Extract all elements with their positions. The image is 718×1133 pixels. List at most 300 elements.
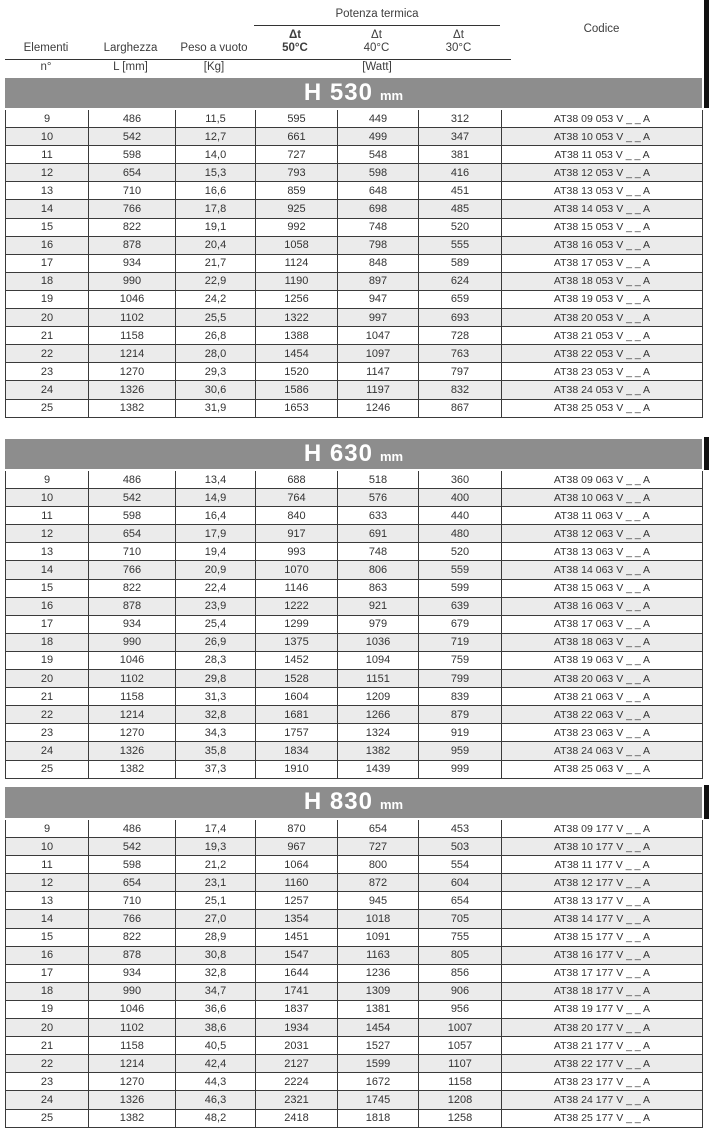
cell-elementi: 25 xyxy=(40,1112,54,1125)
table-row xyxy=(6,164,702,182)
section-band-h830 xyxy=(5,787,702,818)
cell-watt-40: 1236 xyxy=(337,965,418,982)
cell-codice: AT38 19 177 V _ _ A xyxy=(501,1001,702,1018)
cell-watt-50: 793 xyxy=(255,164,337,181)
cell-watt-50: 1834 xyxy=(255,742,337,759)
cell-peso: 31,9 xyxy=(175,400,255,417)
cell-watt-30: 799 xyxy=(418,670,501,687)
cell-larghezza: 1046 xyxy=(88,291,175,308)
cell-peso: 25,5 xyxy=(175,309,255,326)
table-header xyxy=(5,0,703,79)
cell-watt-50: 1451 xyxy=(255,929,337,946)
table-row xyxy=(6,580,702,598)
cell-watt-30: 959 xyxy=(418,742,501,759)
cell-larghezza: 1046 xyxy=(88,1001,175,1018)
cell-elementi: 9 xyxy=(43,112,51,125)
cell-codice: AT38 16 053 V _ _ A xyxy=(501,237,702,254)
cell-codice: AT38 11 053 V _ _ A xyxy=(501,146,702,163)
cell-elementi: 13 xyxy=(40,184,54,197)
header-dt-50 xyxy=(254,26,336,59)
cell-watt-50: 1388 xyxy=(255,327,337,344)
cell-elementi: 15 xyxy=(40,582,54,595)
cell-peso: 15,3 xyxy=(175,164,255,181)
cell-watt-40: 1382 xyxy=(337,742,418,759)
cell-watt-50: 2224 xyxy=(255,1073,337,1090)
cell-watt-30: 956 xyxy=(418,1001,501,1018)
cell-larghezza: 1326 xyxy=(88,381,175,398)
cell-elementi: 17 xyxy=(40,618,54,631)
cell-elementi: 10 xyxy=(40,130,54,143)
cell-watt-40: 1324 xyxy=(337,724,418,741)
cell-watt-30: 440 xyxy=(418,507,501,524)
cell-elementi: 15 xyxy=(40,931,54,944)
table-row xyxy=(6,838,702,856)
cell-peso: 14,0 xyxy=(175,146,255,163)
cell-larghezza: 1102 xyxy=(88,309,175,326)
cell-peso: 38,6 xyxy=(175,1019,255,1036)
cell-watt-50: 1299 xyxy=(255,616,337,633)
cell-watt-50: 925 xyxy=(255,200,337,217)
cell-larghezza: 934 xyxy=(88,255,175,272)
cell-watt-30: 360 xyxy=(418,471,501,488)
cell-watt-30: 503 xyxy=(418,838,501,855)
cell-peso: 31,3 xyxy=(175,688,255,705)
cell-elementi: 18 xyxy=(40,636,54,649)
table-row xyxy=(6,291,702,309)
cell-larghezza: 1158 xyxy=(88,327,175,344)
cell-watt-50: 1653 xyxy=(255,400,337,417)
cell-watt-30: 805 xyxy=(418,947,501,964)
cell-larghezza: 878 xyxy=(88,947,175,964)
cell-watt-40: 848 xyxy=(337,255,418,272)
cell-watt-40: 1147 xyxy=(337,363,418,380)
cell-watt-30: 555 xyxy=(418,237,501,254)
table-row xyxy=(6,1019,702,1037)
table-row xyxy=(6,1001,702,1019)
table-row xyxy=(6,345,702,363)
cell-codice: AT38 10 053 V _ _ A xyxy=(501,128,702,145)
cell-codice: AT38 09 177 V _ _ A xyxy=(501,820,702,837)
cell-watt-30: 604 xyxy=(418,874,501,891)
cell-elementi: 24 xyxy=(40,744,54,757)
cell-elementi: 11 xyxy=(41,858,53,871)
cell-watt-50: 1452 xyxy=(255,652,337,669)
cell-watt-50: 870 xyxy=(255,820,337,837)
cell-watt-50: 859 xyxy=(255,182,337,199)
cell-codice: AT38 24 053 V _ _ A xyxy=(501,381,702,398)
cell-watt-50: 840 xyxy=(255,507,337,524)
table-row xyxy=(6,363,702,381)
cell-codice: AT38 14 063 V _ _ A xyxy=(501,561,702,578)
table-row xyxy=(6,327,702,345)
cell-larghezza: 1214 xyxy=(88,1055,175,1072)
table-row xyxy=(6,634,702,652)
cell-watt-40: 979 xyxy=(337,616,418,633)
cell-larghezza: 934 xyxy=(88,616,175,633)
cell-watt-50: 1354 xyxy=(255,910,337,927)
table-row xyxy=(6,724,702,742)
table-row xyxy=(6,381,702,399)
cell-codice: AT38 16 177 V _ _ A xyxy=(501,947,702,964)
cell-watt-50: 2127 xyxy=(255,1055,337,1072)
cell-elementi: 19 xyxy=(40,293,54,306)
cell-peso: 30,8 xyxy=(175,947,255,964)
cell-elementi: 9 xyxy=(43,822,51,835)
cell-codice: AT38 22 177 V _ _ A xyxy=(501,1055,702,1072)
cell-watt-40: 691 xyxy=(337,525,418,542)
cell-watt-40: 1599 xyxy=(337,1055,418,1072)
cell-watt-30: 839 xyxy=(418,688,501,705)
table-row xyxy=(6,507,702,525)
cell-codice: AT38 23 053 V _ _ A xyxy=(501,363,702,380)
table-row xyxy=(6,892,702,910)
section-table-h830 xyxy=(5,820,703,1128)
cell-larghezza: 598 xyxy=(88,856,175,873)
cell-peso: 29,3 xyxy=(175,363,255,380)
cell-elementi: 12 xyxy=(40,166,54,179)
cell-peso: 16,4 xyxy=(175,507,255,524)
cell-larghezza: 598 xyxy=(88,507,175,524)
table-row xyxy=(6,983,702,1001)
cell-larghezza: 1102 xyxy=(88,670,175,687)
cell-elementi: 14 xyxy=(40,203,54,216)
cell-watt-30: 599 xyxy=(418,580,501,597)
cell-elementi: 18 xyxy=(40,275,54,288)
cell-watt-50: 917 xyxy=(255,525,337,542)
cell-watt-50: 595 xyxy=(255,110,337,127)
cell-larghezza: 822 xyxy=(88,219,175,236)
cell-peso: 17,9 xyxy=(175,525,255,542)
cell-watt-30: 451 xyxy=(418,182,501,199)
cell-watt-50: 1322 xyxy=(255,309,337,326)
cell-watt-30: 879 xyxy=(418,706,501,723)
table-row xyxy=(6,874,702,892)
header-dt-40-symbol: Δt xyxy=(371,28,382,41)
cell-peso: 34,7 xyxy=(175,983,255,1000)
cell-codice: AT38 14 053 V _ _ A xyxy=(501,200,702,217)
cell-watt-40: 897 xyxy=(337,273,418,290)
cell-codice: AT38 18 053 V _ _ A xyxy=(501,273,702,290)
cell-larghezza: 1214 xyxy=(88,345,175,362)
cell-watt-40: 1036 xyxy=(337,634,418,651)
cell-watt-40: 576 xyxy=(337,489,418,506)
cell-elementi: 24 xyxy=(40,1093,54,1106)
cell-codice: AT38 25 053 V _ _ A xyxy=(501,400,702,417)
cell-codice: AT38 16 063 V _ _ A xyxy=(501,598,702,615)
table-row xyxy=(6,128,702,146)
cell-peso: 36,6 xyxy=(175,1001,255,1018)
table-row xyxy=(6,688,702,706)
table-row xyxy=(6,1110,702,1128)
cell-peso: 32,8 xyxy=(175,965,255,982)
cell-watt-50: 1257 xyxy=(255,892,337,909)
table-row xyxy=(6,489,702,507)
cell-peso: 24,2 xyxy=(175,291,255,308)
cell-codice: AT38 20 053 V _ _ A xyxy=(501,309,702,326)
cell-larghezza: 654 xyxy=(88,525,175,542)
section-title: H 630 xyxy=(303,440,373,467)
cell-peso: 20,4 xyxy=(175,237,255,254)
cell-watt-40: 654 xyxy=(337,820,418,837)
cell-peso: 19,1 xyxy=(175,219,255,236)
cell-elementi: 25 xyxy=(40,763,54,776)
cell-codice: AT38 17 053 V _ _ A xyxy=(501,255,702,272)
cell-watt-30: 919 xyxy=(418,724,501,741)
cell-watt-30: 654 xyxy=(418,892,501,909)
cell-watt-30: 485 xyxy=(418,200,501,217)
cell-larghezza: 1326 xyxy=(88,1091,175,1108)
cell-watt-50: 727 xyxy=(255,146,337,163)
table-row xyxy=(6,652,702,670)
table-row xyxy=(6,856,702,874)
table-row xyxy=(6,543,702,561)
cell-codice: AT38 22 063 V _ _ A xyxy=(501,706,702,723)
cell-codice: AT38 25 177 V _ _ A xyxy=(501,1110,702,1127)
cell-peso: 21,2 xyxy=(175,856,255,873)
section-table-h630 xyxy=(5,471,703,779)
cell-elementi: 10 xyxy=(40,840,54,853)
table-row xyxy=(6,309,702,327)
cell-peso: 21,7 xyxy=(175,255,255,272)
cell-watt-50: 1375 xyxy=(255,634,337,651)
cell-larghezza: 766 xyxy=(88,200,175,217)
cell-watt-50: 1910 xyxy=(255,761,337,778)
cell-peso: 48,2 xyxy=(175,1110,255,1127)
cell-watt-30: 763 xyxy=(418,345,501,362)
cell-elementi: 16 xyxy=(40,949,54,962)
cell-peso: 46,3 xyxy=(175,1091,255,1108)
cell-elementi: 20 xyxy=(40,1021,54,1034)
cell-watt-40: 648 xyxy=(337,182,418,199)
cell-elementi: 11 xyxy=(41,509,53,522)
cell-watt-40: 598 xyxy=(337,164,418,181)
table-row xyxy=(6,255,702,273)
cell-peso: 28,3 xyxy=(175,652,255,669)
cell-elementi: 13 xyxy=(40,894,54,907)
cell-codice: AT38 18 177 V _ _ A xyxy=(501,983,702,1000)
cell-larghezza: 654 xyxy=(88,874,175,891)
cell-watt-30: 659 xyxy=(418,291,501,308)
cell-watt-40: 727 xyxy=(337,838,418,855)
page-edge-marker xyxy=(704,0,709,108)
cell-codice: AT38 13 053 V _ _ A xyxy=(501,182,702,199)
cell-larghezza: 598 xyxy=(88,146,175,163)
table-row xyxy=(6,1091,702,1109)
table-row xyxy=(6,742,702,760)
cell-elementi: 21 xyxy=(40,690,54,703)
cell-larghezza: 1102 xyxy=(88,1019,175,1036)
cell-watt-50: 1934 xyxy=(255,1019,337,1036)
cell-watt-30: 1107 xyxy=(418,1055,501,1072)
cell-peso: 26,9 xyxy=(175,634,255,651)
cell-watt-40: 1094 xyxy=(337,652,418,669)
cell-watt-50: 992 xyxy=(255,219,337,236)
cell-peso: 23,1 xyxy=(175,874,255,891)
cell-peso: 13,4 xyxy=(175,471,255,488)
cell-watt-40: 548 xyxy=(337,146,418,163)
cell-elementi: 17 xyxy=(40,257,54,270)
cell-watt-40: 997 xyxy=(337,309,418,326)
cell-watt-50: 1757 xyxy=(255,724,337,741)
cell-larghezza: 990 xyxy=(88,983,175,1000)
cell-watt-50: 1256 xyxy=(255,291,337,308)
table-row xyxy=(6,182,702,200)
cell-watt-30: 1258 xyxy=(418,1110,501,1127)
section-title: H 830 xyxy=(303,788,373,815)
cell-peso: 44,3 xyxy=(175,1073,255,1090)
cell-watt-40: 1209 xyxy=(337,688,418,705)
cell-watt-50: 1146 xyxy=(255,580,337,597)
cell-elementi: 23 xyxy=(40,365,54,378)
cell-larghezza: 710 xyxy=(88,543,175,560)
cell-watt-30: 906 xyxy=(418,983,501,1000)
cell-codice: AT38 09 063 V _ _ A xyxy=(501,471,702,488)
header-divider-line xyxy=(5,59,511,60)
header-codice: Codice xyxy=(583,22,620,35)
cell-larghezza: 1270 xyxy=(88,363,175,380)
table-row xyxy=(6,561,702,579)
cell-larghezza: 1158 xyxy=(88,688,175,705)
cell-watt-30: 679 xyxy=(418,616,501,633)
page-edge-marker xyxy=(704,437,709,470)
cell-codice: AT38 15 053 V _ _ A xyxy=(501,219,702,236)
cell-watt-40: 1163 xyxy=(337,947,418,964)
table-row xyxy=(6,146,702,164)
header-dt-30-symbol: Δt xyxy=(453,28,464,41)
cell-watt-40: 748 xyxy=(337,219,418,236)
cell-larghezza: 1270 xyxy=(88,1073,175,1090)
cell-codice: AT38 11 063 V _ _ A xyxy=(501,507,702,524)
table-row xyxy=(6,598,702,616)
cell-watt-40: 1309 xyxy=(337,983,418,1000)
cell-larghezza: 878 xyxy=(88,598,175,615)
table-row xyxy=(6,820,702,838)
cell-watt-50: 1070 xyxy=(255,561,337,578)
cell-peso: 35,8 xyxy=(175,742,255,759)
cell-watt-40: 1527 xyxy=(337,1037,418,1054)
cell-elementi: 16 xyxy=(40,239,54,252)
cell-watt-40: 1454 xyxy=(337,1019,418,1036)
cell-peso: 23,9 xyxy=(175,598,255,615)
header-dt-30-temp: 30°C xyxy=(445,41,472,54)
cell-codice: AT38 13 063 V _ _ A xyxy=(501,543,702,560)
table-row xyxy=(6,1037,702,1055)
cell-watt-30: 453 xyxy=(418,820,501,837)
cell-elementi: 11 xyxy=(41,148,53,161)
cell-codice: AT38 22 053 V _ _ A xyxy=(501,345,702,362)
cell-codice: AT38 19 053 V _ _ A xyxy=(501,291,702,308)
table-row xyxy=(6,237,702,255)
cell-peso: 11,5 xyxy=(175,110,255,127)
header-watt-unit: [Watt] xyxy=(362,61,392,74)
header-dt-40 xyxy=(336,26,417,59)
cell-peso: 19,4 xyxy=(175,543,255,560)
cell-watt-30: 856 xyxy=(418,965,501,982)
cell-larghezza: 822 xyxy=(88,580,175,597)
cell-peso: 26,8 xyxy=(175,327,255,344)
cell-larghezza: 1270 xyxy=(88,724,175,741)
cell-codice: AT38 20 177 V _ _ A xyxy=(501,1019,702,1036)
cell-watt-50: 1190 xyxy=(255,273,337,290)
cell-watt-30: 1208 xyxy=(418,1091,501,1108)
cell-larghezza: 710 xyxy=(88,892,175,909)
cell-watt-30: 797 xyxy=(418,363,501,380)
cell-elementi: 20 xyxy=(40,311,54,324)
cell-peso: 37,3 xyxy=(175,761,255,778)
header-dt-50-symbol: Δt xyxy=(288,28,302,41)
cell-watt-40: 518 xyxy=(337,471,418,488)
cell-watt-40: 800 xyxy=(337,856,418,873)
cell-watt-50: 967 xyxy=(255,838,337,855)
cell-codice: AT38 17 177 V _ _ A xyxy=(501,965,702,982)
table-row xyxy=(6,1055,702,1073)
cell-peso: 42,4 xyxy=(175,1055,255,1072)
cell-watt-40: 1439 xyxy=(337,761,418,778)
section-title-unit: mm xyxy=(379,88,404,103)
cell-watt-30: 400 xyxy=(418,489,501,506)
cell-peso: 22,4 xyxy=(175,580,255,597)
cell-watt-40: 1097 xyxy=(337,345,418,362)
cell-codice: AT38 21 063 V _ _ A xyxy=(501,688,702,705)
cell-codice: AT38 23 063 V _ _ A xyxy=(501,724,702,741)
cell-peso: 29,8 xyxy=(175,670,255,687)
cell-elementi: 12 xyxy=(40,876,54,889)
cell-larghezza: 1158 xyxy=(88,1037,175,1054)
page-edge-marker xyxy=(704,785,709,819)
cell-codice: AT38 19 063 V _ _ A xyxy=(501,652,702,669)
table-row xyxy=(6,110,702,128)
header-peso-unit: [Kg] xyxy=(203,61,225,74)
section-title-unit: mm xyxy=(379,797,404,812)
cell-watt-50: 1528 xyxy=(255,670,337,687)
cell-watt-40: 806 xyxy=(337,561,418,578)
cell-watt-40: 1018 xyxy=(337,910,418,927)
cell-codice: AT38 17 063 V _ _ A xyxy=(501,616,702,633)
cell-watt-40: 1091 xyxy=(337,929,418,946)
cell-peso: 40,5 xyxy=(175,1037,255,1054)
cell-watt-40: 1151 xyxy=(337,670,418,687)
cell-watt-50: 1454 xyxy=(255,345,337,362)
cell-peso: 25,1 xyxy=(175,892,255,909)
header-elementi-unit: n° xyxy=(40,61,52,74)
cell-elementi: 17 xyxy=(40,967,54,980)
cell-watt-40: 1818 xyxy=(337,1110,418,1127)
cell-elementi: 21 xyxy=(40,329,54,342)
section-table-h530 xyxy=(5,110,703,418)
table-row xyxy=(6,1073,702,1091)
cell-watt-50: 2031 xyxy=(255,1037,337,1054)
cell-elementi: 22 xyxy=(40,347,54,360)
cell-watt-50: 1124 xyxy=(255,255,337,272)
cell-watt-30: 381 xyxy=(418,146,501,163)
cell-watt-40: 1266 xyxy=(337,706,418,723)
cell-codice: AT38 21 177 V _ _ A xyxy=(501,1037,702,1054)
table-row xyxy=(6,219,702,237)
cell-watt-30: 624 xyxy=(418,273,501,290)
table-row xyxy=(6,929,702,947)
cell-peso: 25,4 xyxy=(175,616,255,633)
cell-watt-50: 1520 xyxy=(255,363,337,380)
cell-codice: AT38 11 177 V _ _ A xyxy=(501,856,702,873)
table-row xyxy=(6,616,702,634)
cell-watt-30: 719 xyxy=(418,634,501,651)
cell-watt-30: 480 xyxy=(418,525,501,542)
header-larghezza: Larghezza xyxy=(103,41,158,54)
cell-watt-30: 639 xyxy=(418,598,501,615)
cell-larghezza: 1382 xyxy=(88,761,175,778)
cell-peso: 17,8 xyxy=(175,200,255,217)
cell-elementi: 24 xyxy=(40,383,54,396)
